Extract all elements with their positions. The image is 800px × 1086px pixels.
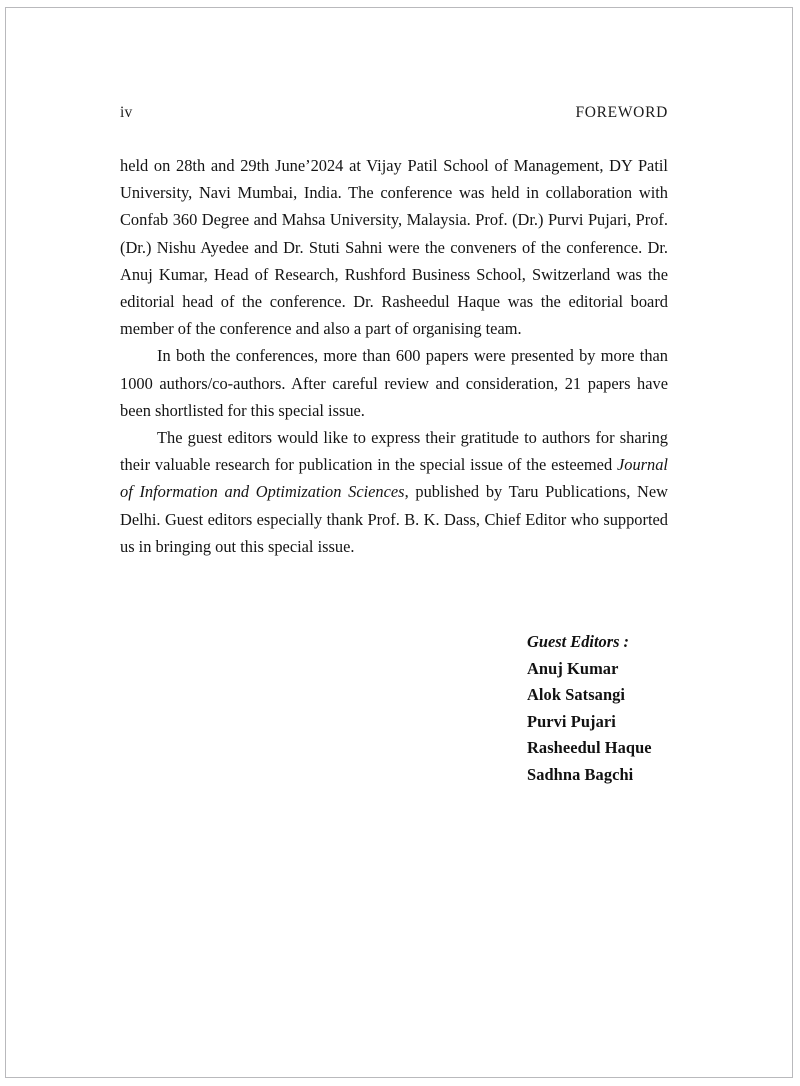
editor-name: Purvi Pujari xyxy=(527,711,616,731)
editor-name: Sadhna Bagchi xyxy=(527,765,634,785)
editor-name: Anuj Kumar xyxy=(527,658,619,678)
page-content-area xyxy=(120,104,668,789)
paragraph-conference-stats: In both the conferences, more than 600 papers were presented by more than 1000 authors/co-authors. After careful review and consideration, 21 papers have been shortlisted for this special issue. xyxy=(120,346,668,420)
page-number: iv xyxy=(120,104,133,121)
ack-text-before-journal: The guest editors would like to express their gratitude to authors for sharing their valuable research for publication in the special issue of the esteemed xyxy=(120,428,668,475)
running-head xyxy=(120,104,668,130)
paragraph-acknowledgements xyxy=(120,424,668,560)
guest-editors-heading: Guest Editors : xyxy=(527,632,630,652)
page-sheet xyxy=(5,7,793,1078)
running-head-title: FOREWORD xyxy=(575,104,668,121)
body-copy xyxy=(120,152,668,560)
ack-text-after-journal: , published by Taru Publications, New Delhi. Guest editors especially thank Prof. B. K. Dass, Chief Editor who supported us in bringing out this special issue. xyxy=(120,482,668,556)
editor-name: Rasheedul Haque xyxy=(527,738,652,758)
journal-title: Journal of Information and Optimization Sciences xyxy=(120,455,668,502)
signature-block xyxy=(527,629,787,789)
paragraph-continuation: held on 28th and 29th June’2024 at Vijay Patil School of Management, DY Patil University, Navi Mumbai, India. The conference was held in collaboration with Confab 360 Degree and Mahsa University, Malaysia. Prof. (Dr.) Purvi Pujari, Prof. (Dr.) Nishu Ayedee and Dr. Stuti Sahni were the conveners of the conference. Dr. Anuj Kumar, Head of Research, Rushford Business School, Switzerland was the editorial head of the conference. Dr. Rasheedul Haque was the editorial board member of the conference and also a part of organising team. xyxy=(120,156,668,339)
editor-name: Alok Satsangi xyxy=(527,685,626,705)
